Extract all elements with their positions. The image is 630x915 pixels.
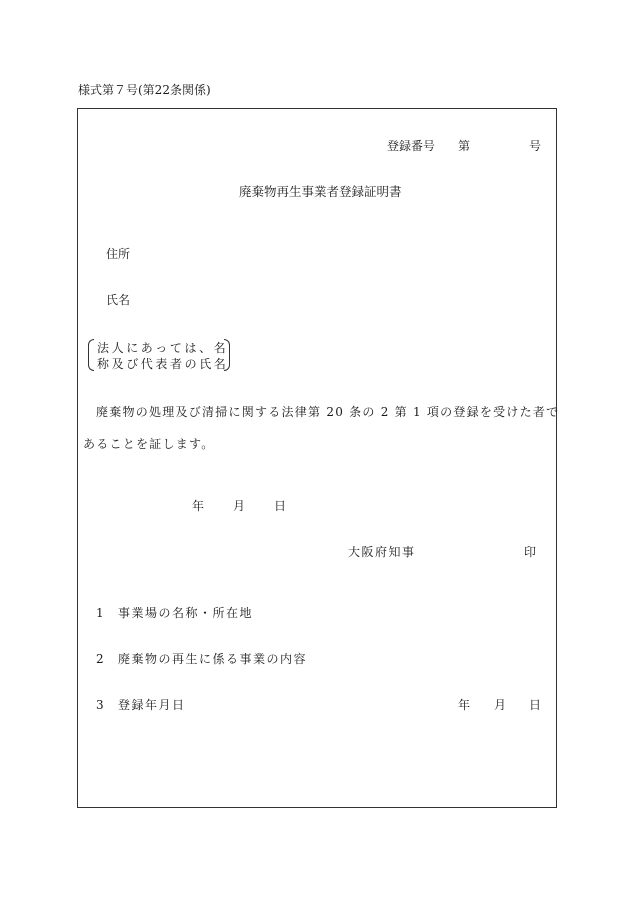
corporation-note xyxy=(88,339,230,373)
issue-date-day: 日 xyxy=(274,499,287,513)
registration-number-label: 登録番号 xyxy=(387,139,436,153)
item-number: 3 xyxy=(96,698,104,712)
corporation-note-line: 称及び代表者の氏名 xyxy=(97,357,229,371)
registration-date-day: 日 xyxy=(529,698,542,712)
corporation-note-line: 法人にあっては、名 xyxy=(97,341,229,355)
certification-text-line: あることを証します。 xyxy=(83,437,215,451)
form-number-label: 様式第７号(第22条関係) xyxy=(78,83,211,97)
name-label: 氏名 xyxy=(106,293,131,307)
registration-number-suffix: 号 xyxy=(529,139,542,153)
certification-text-line: 廃棄物の処理及び清掃に関する法律第 20 条の 2 第 1 項の登録を受けた者で xyxy=(96,405,560,419)
seal-mark: 印 xyxy=(524,545,537,559)
item-number: 2 xyxy=(96,652,104,666)
issue-date-month: 月 xyxy=(233,499,246,513)
left-bracket-icon xyxy=(88,339,94,371)
registration-date-month: 月 xyxy=(494,698,507,712)
item-number: 1 xyxy=(96,606,104,620)
item-text: 廃棄物の再生に係る事業の内容 xyxy=(118,652,308,666)
registration-date-year: 年 xyxy=(458,698,471,712)
document-title: 廃棄物再生事業者登録証明書 xyxy=(239,184,402,199)
item-text: 登録年月日 xyxy=(118,698,186,712)
address-label: 住所 xyxy=(106,247,131,261)
right-bracket-icon xyxy=(224,339,230,371)
issue-date-year: 年 xyxy=(192,499,205,513)
item-text: 事業場の名称・所在地 xyxy=(118,606,254,620)
issuer-title: 大阪府知事 xyxy=(348,545,416,559)
registration-number-prefix: 第 xyxy=(458,139,471,153)
